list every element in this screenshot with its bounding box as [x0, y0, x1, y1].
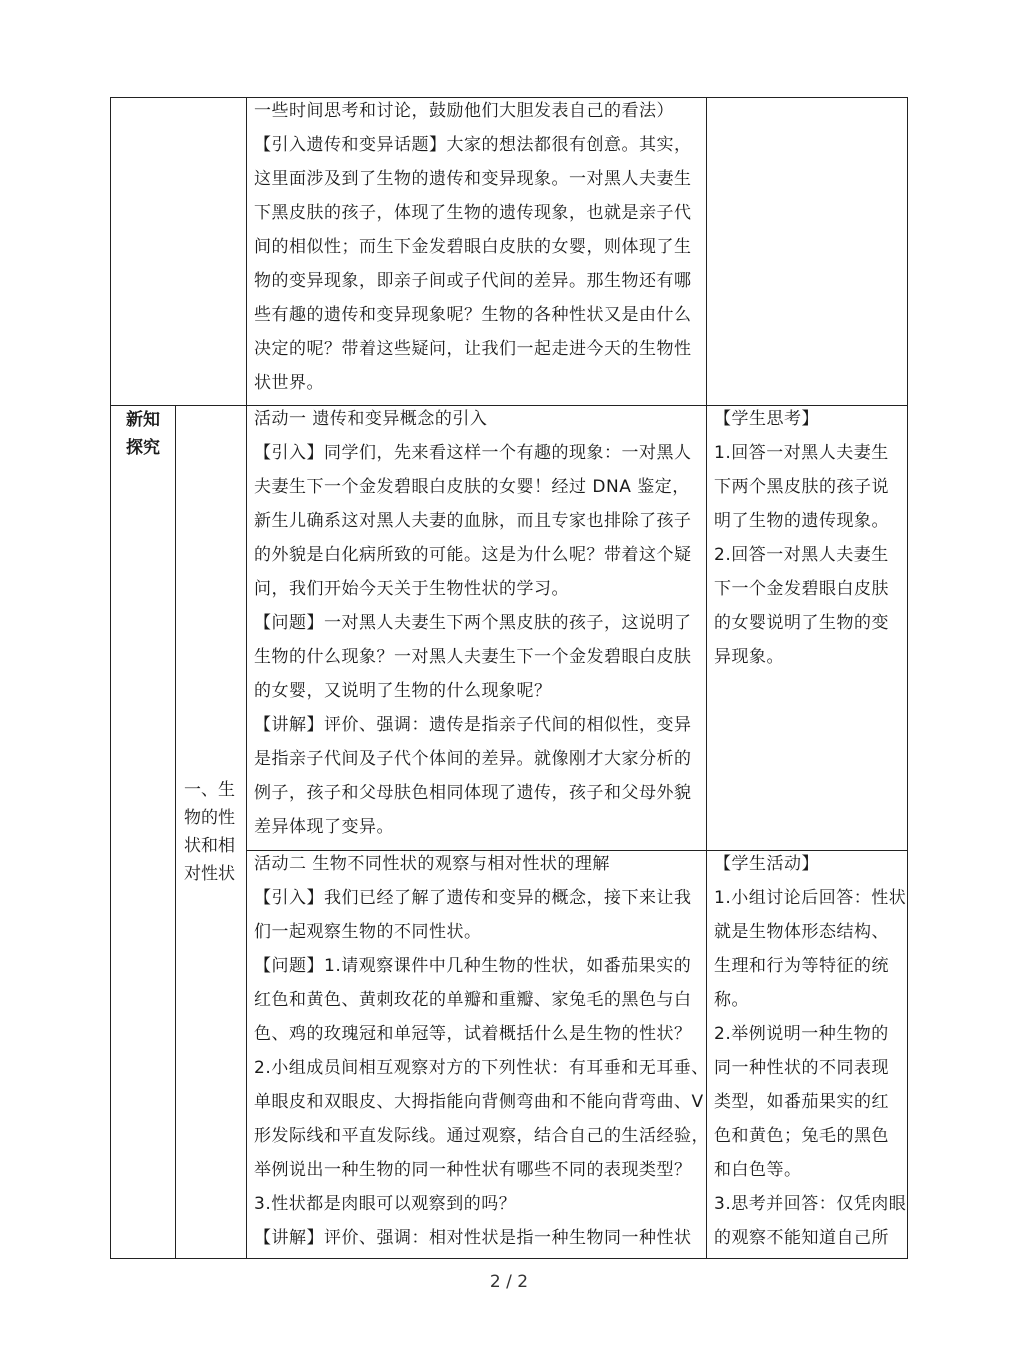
paragraph-line: 2.小组成员间相互观察对方的下列性状：有耳垂和无耳垂、	[254, 1058, 709, 1078]
section-label-line: 新知	[126, 410, 160, 430]
paragraph-line: 新生儿确系这对黑人夫妻的血脉，而且专家也排除了孩子	[254, 511, 692, 531]
paragraph-line: 决定的呢？带着这些疑问，让我们一起走进今天的生物性	[254, 339, 692, 359]
paragraph-line: 活动一 遗传和变异概念的引入	[254, 409, 488, 429]
subsection-label-line: 物的性	[184, 808, 235, 828]
subsection-label-line: 一、生	[184, 780, 235, 800]
student-line: 称。	[714, 990, 749, 1010]
paragraph-line: 问，我们开始今天关于生物性状的学习。	[254, 579, 569, 599]
paragraph-line: 【引入遗传和变异话题】大家的想法都很有创意。其实，	[254, 135, 692, 155]
page-number: 2 / 2	[489, 1272, 529, 1292]
student-line: 异现象。	[714, 647, 784, 667]
paragraph-line: 【问题】1.请观察课件中几种生物的性状，如番茄果实的	[254, 956, 692, 976]
student-line: 下一个金发碧眼白皮肤	[714, 579, 889, 599]
student-line: 的观察不能知道自己所	[714, 1228, 889, 1248]
paragraph-line: 是指亲子代间及子代个体间的差异。就像刚才大家分析的	[254, 749, 692, 769]
student-line: 色和黄色；兔毛的黑色	[714, 1126, 889, 1146]
student-line: 1.回答一对黑人夫妻生	[714, 443, 889, 463]
paragraph-line: 物的变异现象，即亲子间或子代间的差异。那生物还有哪	[254, 271, 692, 291]
student-line: 明了生物的遗传现象。	[714, 511, 889, 531]
student-line: 的女婴说明了生物的变	[714, 613, 889, 633]
paragraph-line: 一些时间思考和讨论，鼓励他们大胆发表自己的看法）	[254, 101, 674, 121]
paragraph-line: 生物的什么现象？一对黑人夫妻生下一个金发碧眼白皮肤	[254, 647, 692, 667]
paragraph-line: 【讲解】评价、强调：相对性状是指一种生物同一种性状	[254, 1228, 692, 1248]
table-col-divider-content	[246, 97, 247, 1258]
student-line: 就是生物体形态结构、	[714, 922, 889, 942]
subsection-label	[184, 776, 235, 888]
subsection-label-line: 状和相	[184, 836, 235, 856]
paragraph-line: 活动二 生物不同性状的观察与相对性状的理解	[254, 854, 610, 874]
paragraph-line: 的女婴，又说明了生物的什么现象呢？	[254, 681, 552, 701]
paragraph-line: 们一起观察生物的不同性状。	[254, 922, 482, 942]
table-col-divider-subsection	[175, 405, 176, 1258]
student-line: 2.举例说明一种生物的	[714, 1024, 889, 1044]
activity2-content-cell	[254, 847, 709, 1255]
top-row-content-cell	[254, 94, 692, 400]
table-border-left	[110, 97, 111, 1258]
student-line: 生理和行为等特征的统	[714, 956, 889, 976]
activity2-student-cell	[714, 847, 906, 1255]
paragraph-line: 状世界。	[254, 373, 324, 393]
student-line: 类型，如番茄果实的红	[714, 1092, 889, 1112]
paragraph-line: 的外貌是白化病所致的可能。这是为什么呢？带着这个疑	[254, 545, 692, 565]
subsection-label-line: 对性状	[184, 864, 235, 884]
paragraph-line: 【讲解】评价、强调：遗传是指亲子代间的相似性，变异	[254, 715, 692, 735]
student-line: 同一种性状的不同表现	[714, 1058, 889, 1078]
paragraph-line: 【引入】同学们，先来看这样一个有趣的现象：一对黑人	[254, 443, 692, 463]
section-label	[126, 406, 160, 462]
table-border-bottom	[110, 1258, 908, 1259]
paragraph-line: 夫妻生下一个金发碧眼白皮肤的女婴！经过 DNA 鉴定，	[254, 477, 690, 497]
paragraph-line: 差异体现了变异。	[254, 817, 394, 837]
student-line: 【学生活动】	[714, 854, 819, 874]
paragraph-line: 间的相似性；而生下金发碧眼白皮肤的女婴，则体现了生	[254, 237, 692, 257]
paragraph-line: 例子，孩子和父母肤色相同体现了遗传，孩子和父母外貌	[254, 783, 692, 803]
paragraph-line: 3.性状都是肉眼可以观察到的吗？	[254, 1194, 517, 1214]
table-border-right	[907, 97, 908, 1258]
student-line: 和白色等。	[714, 1160, 802, 1180]
paragraph-line: 下黑皮肤的孩子，体现了生物的遗传现象，也就是亲子代	[254, 203, 692, 223]
paragraph-line: 【引入】我们已经了解了遗传和变异的概念，接下来让我	[254, 888, 692, 908]
student-line: 2.回答一对黑人夫妻生	[714, 545, 889, 565]
student-line: 下两个黑皮肤的孩子说	[714, 477, 889, 497]
activity1-student-cell	[714, 402, 889, 674]
paragraph-line: 色、鸡的玫瑰冠和单冠等，试着概括什么是生物的性状？	[254, 1024, 692, 1044]
paragraph-line: 举例说出一种生物的同一种性状有哪些不同的表现类型？	[254, 1160, 692, 1180]
paragraph-line: 些有趣的遗传和变异现象呢？生物的各种性状又是由什么	[254, 305, 692, 325]
activity1-content-cell	[254, 402, 692, 844]
student-line: 【学生思考】	[714, 409, 819, 429]
paragraph-line: 【问题】一对黑人夫妻生下两个黑皮肤的孩子，这说明了	[254, 613, 692, 633]
paragraph-line: 形发际线和平直发际线。通过观察，结合自己的生活经验，	[254, 1126, 709, 1146]
paragraph-line: 单眼皮和双眼皮、大拇指能向背侧弯曲和不能向背弯曲、V	[254, 1092, 704, 1112]
section-label-line: 探究	[126, 438, 160, 458]
paragraph-line: 这里面涉及到了生物的遗传和变异现象。一对黑人夫妻生	[254, 169, 692, 189]
student-line: 3.思考并回答：仅凭肉眼	[714, 1194, 907, 1214]
paragraph-line: 红色和黄色、黄刺玫花的单瓣和重瓣、家兔毛的黑色与白	[254, 990, 692, 1010]
student-line: 1.小组讨论后回答：性状	[714, 888, 907, 908]
